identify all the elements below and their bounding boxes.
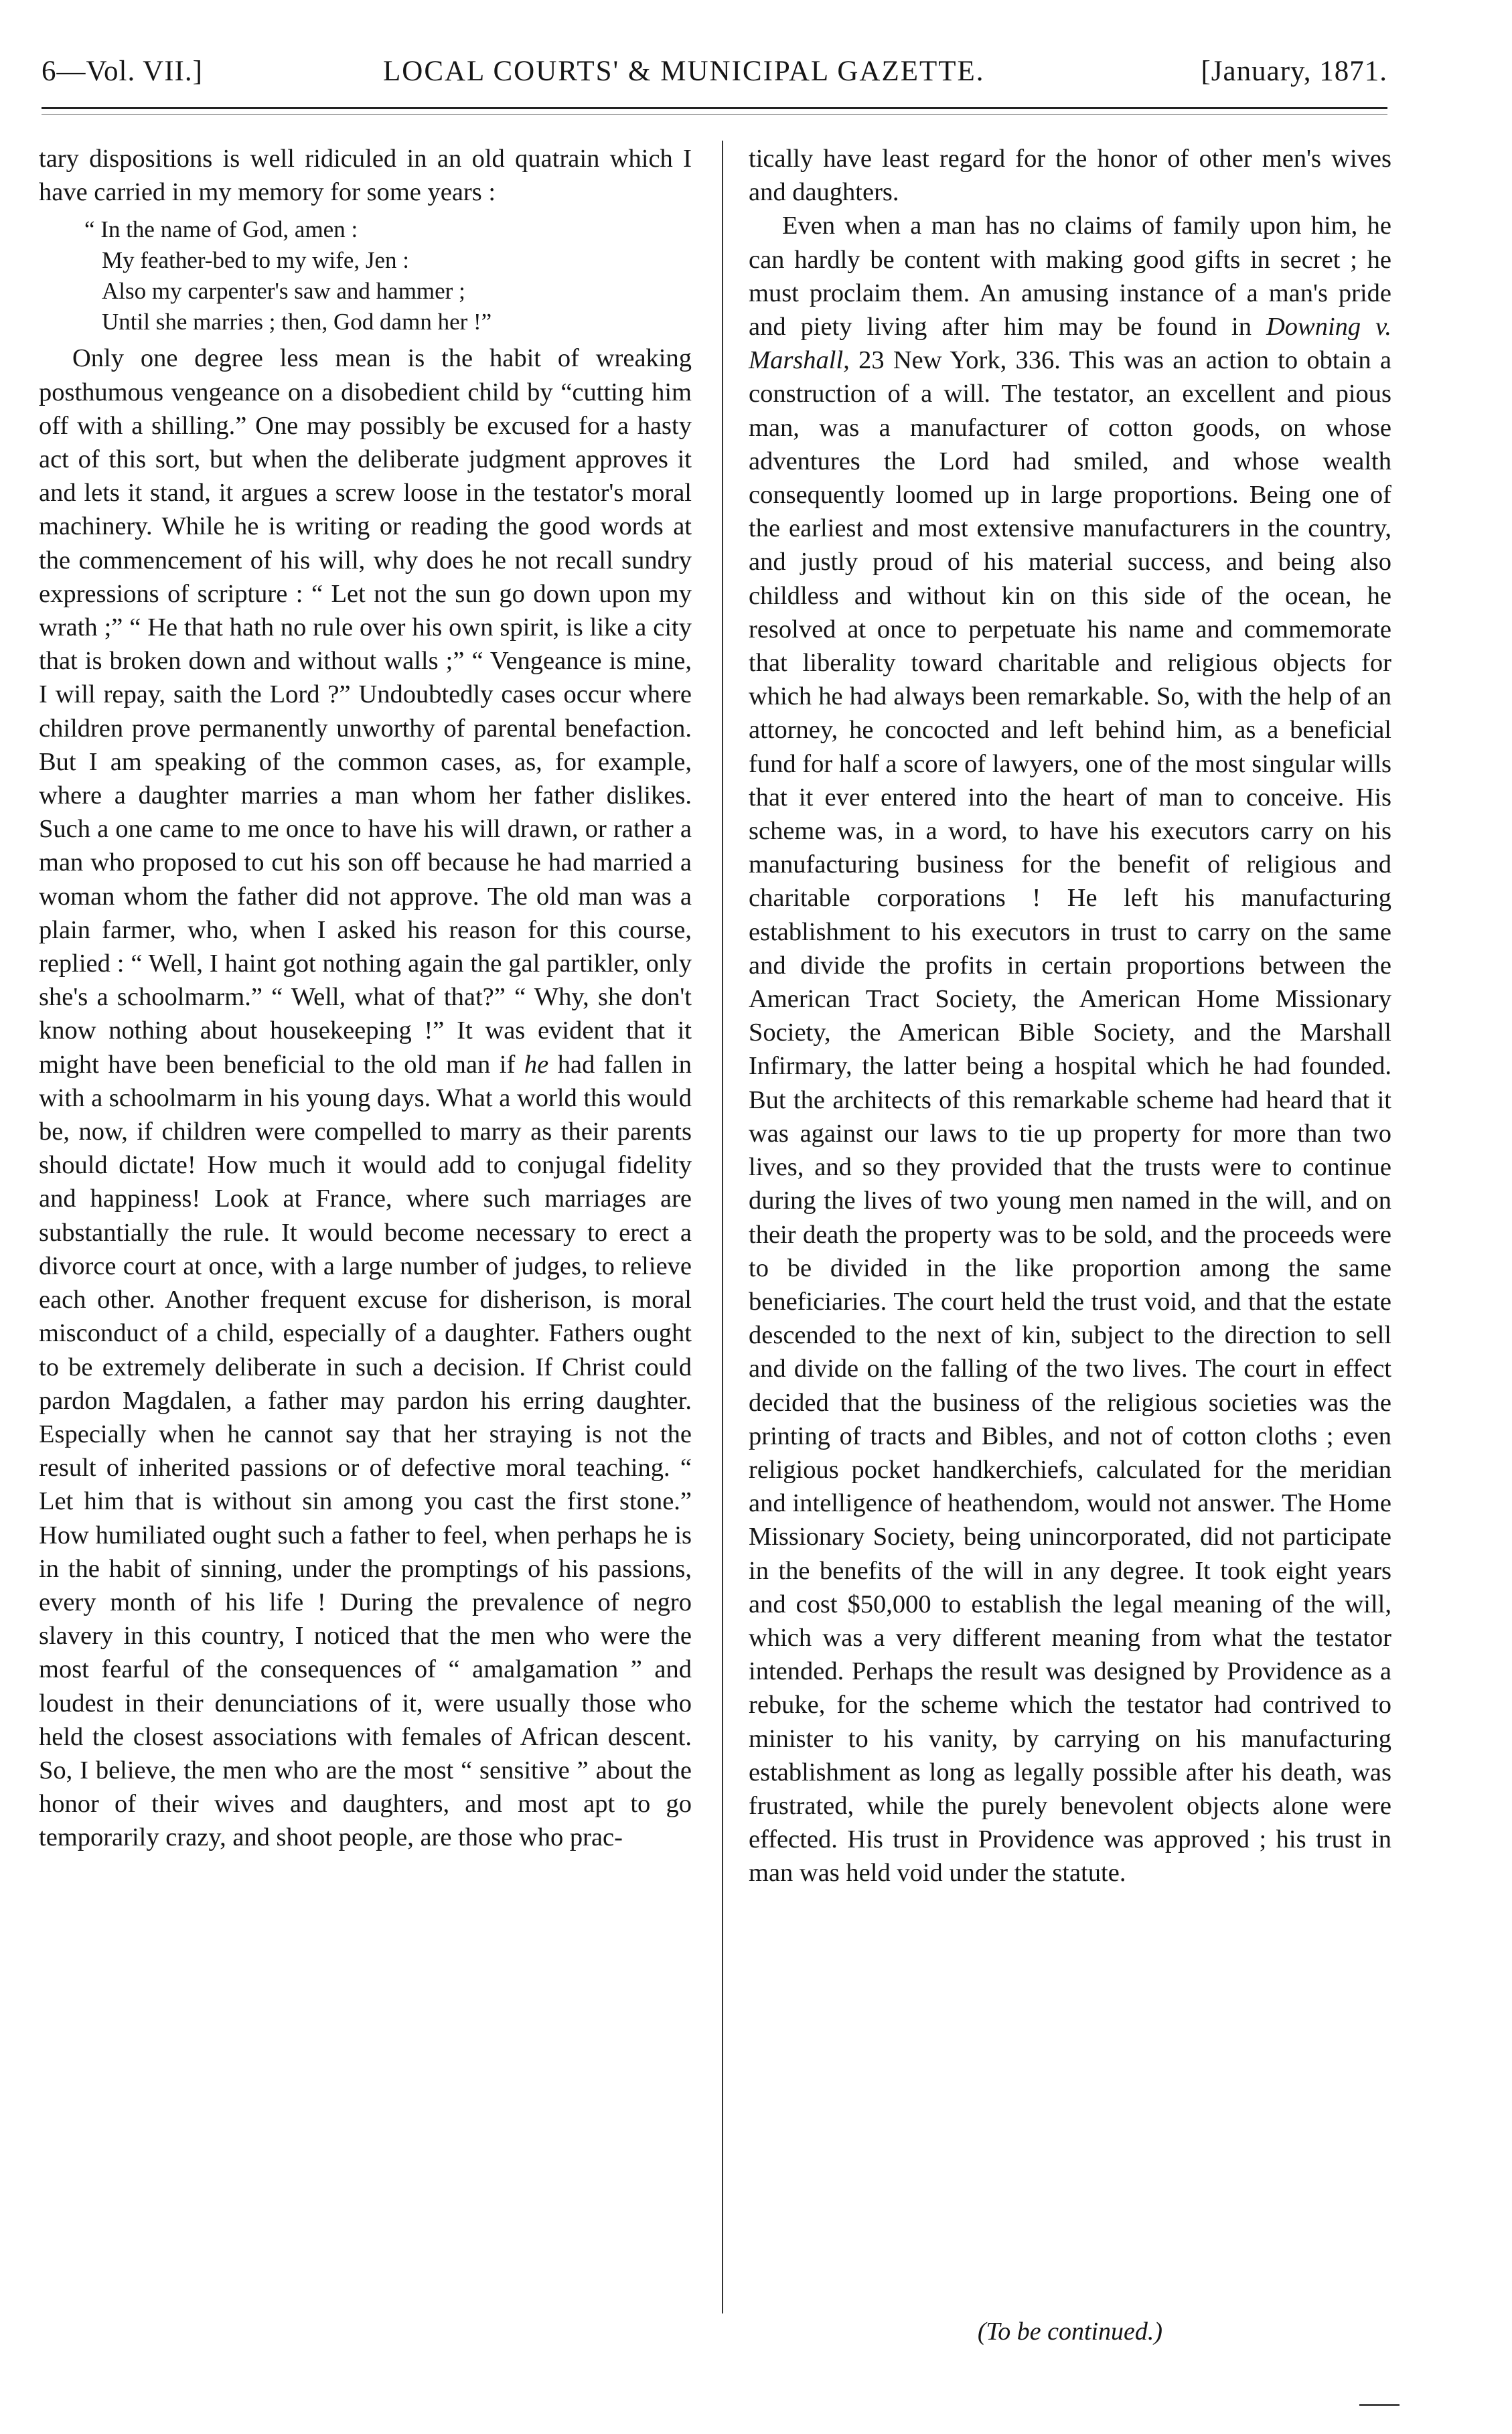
to-be-continued: (To be continued.) bbox=[977, 2317, 1163, 2346]
quatrain bbox=[39, 214, 692, 337]
issue-date: [January, 1871. bbox=[1201, 56, 1387, 87]
quatrain-line: Also my carpenter's saw and hammer ; bbox=[102, 278, 465, 305]
left-paragraph-2 bbox=[39, 341, 692, 1854]
quatrain-line: “ In the name of God, amen : bbox=[84, 216, 358, 243]
column-divider bbox=[722, 141, 723, 2313]
quatrain-line: My feather-bed to my wife, Jen : bbox=[102, 247, 410, 274]
footer-rule bbox=[1359, 2404, 1400, 2406]
emphasis-he: he bbox=[524, 1050, 549, 1079]
volume-label: 6—Vol. VII.] bbox=[42, 56, 203, 87]
right-paragraph-2 bbox=[749, 209, 1391, 1890]
left-paragraph-2-rest: had fallen in with a schoolmarm in his young days. What a world this would be, now, if children were compelled to marry as their parents should dictate! How much it would add to conjugal fidelity and happiness! Look at France, where such marriages are substantially the rule. It would become necessary to erect a divorce court at once, with a large number of judges, to relieve each other. Another frequent excuse for disherison, is moral misconduct of a child, especially of a daughter. Fathers ought to be extremely deliberate in such a decision. If Christ could pardon Magdalen, a father may pardon his erring daughter. Especially when he cannot say that her straying is not the result of inherited passions or of defective moral teaching. “ Let him that is without sin among you cast the first stone.” How humiliated ought such a father to feel, when perhaps he is in the habit of sinning, under the promptings of his passions, every month of his life ! During the prevalence of negro slavery in this country, I noticed that the men who were the most fearful of the consequences of “ amalgamation ” and loudest in their denunciations of it, were usually those who held the closest associations with females of African descent. So, I believe, the men who are the most “ sensitive ” about the honor of their wives and daughters, and most apt to go temporarily crazy, and shoot people, are those who prac- bbox=[39, 1050, 692, 1852]
right-paragraph-2-text: Even when a man has no claims of family upon him, he can hardly be content with making good gifts in secret ; he must proclaim them. An amusing instance of a man's pride and piety living after him may be found in bbox=[749, 212, 1391, 341]
quatrain-line: Until she marries ; then, God damn her !” bbox=[102, 309, 492, 335]
case-citation: Downing v. Marshall, bbox=[749, 313, 1391, 375]
header-rule bbox=[42, 107, 1387, 109]
right-paragraph-1: tically have least regard for the honor of other men's wives and daughters. bbox=[749, 145, 1391, 207]
left-paragraph-1: tary dispositions is well ridiculed in an old quatrain which I have carried in my memory for some years : bbox=[39, 145, 692, 207]
left-column bbox=[39, 142, 692, 1855]
page-header bbox=[42, 55, 1387, 102]
header-rule-thin bbox=[42, 114, 1387, 115]
left-paragraph-2-text: Only one degree less mean is the habit of wreaking posthumous vengeance on a disobedient child by “cutting him off with a shilling.” One may possibly be excused for a hasty act of this sort, but when the deliberate judgment approves it and lets it stand, it argues a screw loose in the testator's moral machinery. While he is writing or reading the good words at the commencement of his will, why does he not recall sundry expressions of scripture : “ Let not the sun go down upon my wrath ;” “ He that hath no rule over his own spirit, is like a city that is broken down and without walls ;” “ Vengeance is mine, I will repay, saith the Lord ?” Undoubtedly cases occur where children prove permanently unworthy of parental benefaction. But I am speaking of the common cases, as, for example, where a daughter marries a man whom her father dislikes. Such a one came to me once to have his will drawn, or rather a man who proposed to cut his son off because he had married a woman whom the father did not approve. The old man was a plain farmer, who, when I asked his reason for this course, replied : “ Well, I haint got nothing again the gal partikler, only she's a schoolmarm.” “ Well, what of that?” “ Why, she don't know nothing about housekeeping !” It was evident that it might have been beneficial to the old man if bbox=[39, 344, 692, 1079]
right-paragraph-2-rest: 23 New York, 336. This was an action to obtain a construction of a will. The testator, an excellent and pious man, was a manufacturer of cotton goods, on whose adventures the Lord had smiled, and whose wealth consequently loomed up in large proportions. Being one of the earliest and most extensive manufacturers in the country, and justly proud of his material success, and being also childless and without kin on this side of the ocean, he resolved at once to perpetuate his name and commemorate that liberality toward charitable and religious objects for which he had always been remarkable. So, with the help of an attorney, he concocted and left behind him, as a beneficial fund for half a score of lawyers, one of the most singular wills that it ever entered into the heart of man to conceive. His scheme was, in a word, to have his executors carry on his manufacturing business for the benefit of religious and charitable corporations ! He left his manufacturing establishment to his executors in trust to carry on the same and divide the profits in certain proportions between the American Tract Society, the American Home Missionary Society, the American Bible Society, and the Marshall Infirmary, the latter being a hospital which he had founded. But the architects of this remarkable scheme had heard that it was against our laws to tie up property for more than two lives, and so they provided that the trusts were to continue during the lives of two young men named in the will, and on their death the property was to be sold, and the proceeds were to be divided in the like proportion among the same beneficiaries. The court held the trust void, and that the estate descended to the next of kin, subject to the direction to sell and divide on the falling of the two lives. The court in effect decided that the business of the religious societies was the printing of tracts and Bibles, and not of cotton cloths ; even religious pocket handkerchiefs, calculated for the meridian and intelligence of heathendom, would not answer. The Home Missionary Society, being unincorporated, did not participate in the benefits of the will in any degree. It took eight years and cost $50,000 to establish the legal meaning of the will, which was a very different meaning from what the testator intended. Perhaps the result was designed by Providence as a rebuke, for the scheme which the testator had contrived to minister to his vanity, by carrying on his manufacturing establishment as long as legally possible after his death, was frustrated, while the purely benevolent objects alone were effected. His trust in Providence was approved ; his trust in man was held void under the statute. bbox=[749, 346, 1391, 1888]
publication-title: LOCAL COURTS' & MUNICIPAL GAZETTE. bbox=[383, 56, 985, 87]
right-column bbox=[749, 142, 1391, 1890]
